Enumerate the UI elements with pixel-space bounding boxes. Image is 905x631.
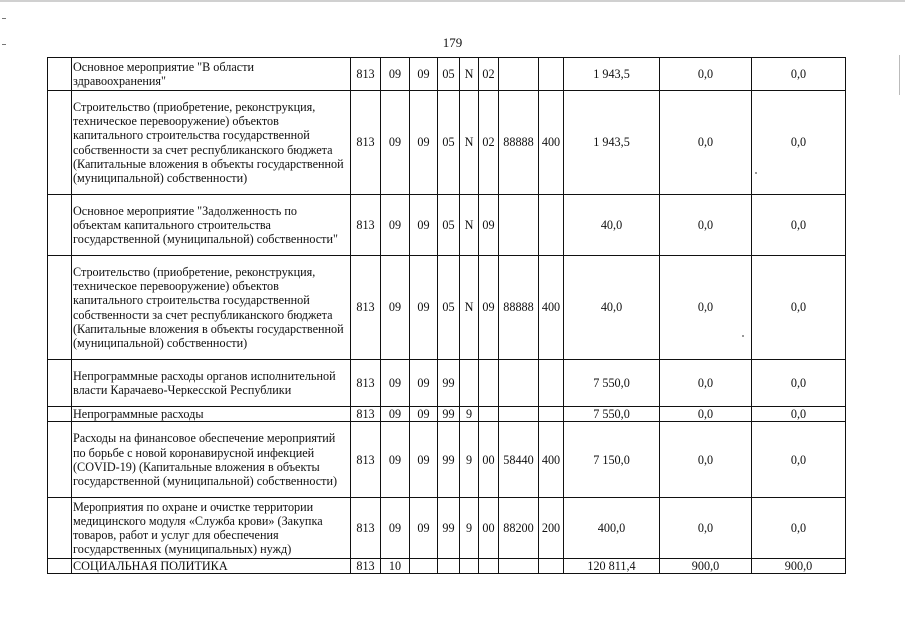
amount-2022: 0,0: [660, 91, 752, 195]
expense-type-code: [539, 58, 564, 91]
event-code: 00: [479, 422, 499, 498]
section-code: 10: [381, 559, 410, 574]
amount-2023: 0,0: [752, 498, 846, 559]
amount-2022: 0,0: [660, 360, 752, 407]
amount-2022: 0,0: [660, 58, 752, 91]
row-name: Непрограммные расходы органов исполнительной власти Карачаево-Черкесской Республики: [72, 360, 351, 407]
ministry-code: 813: [351, 256, 381, 360]
scan-edge-line: [899, 55, 900, 95]
amount-2021: 40,0: [564, 195, 660, 256]
amount-2021: 7 150,0: [564, 422, 660, 498]
row-spacer-cell: [48, 256, 72, 360]
table-row: [48, 58, 846, 91]
ministry-code: 813: [351, 58, 381, 91]
amount-2023: 0,0: [752, 91, 846, 195]
subprogram-code: 9: [460, 498, 479, 559]
amount-2022: 0,0: [660, 407, 752, 422]
table-row: [48, 422, 846, 498]
amount-2023: 900,0: [752, 559, 846, 574]
subsection-code: [410, 559, 438, 574]
row-spacer-cell: [48, 407, 72, 422]
table-row: [48, 559, 846, 574]
subprogram-code: N: [460, 58, 479, 91]
row-name: СОЦИАЛЬНАЯ ПОЛИТИКА: [72, 559, 351, 574]
scan-top-edge: [0, 0, 905, 2]
subsection-code: 09: [410, 195, 438, 256]
table-row: [48, 360, 846, 407]
row-name: Строительство (приобретение, реконструкция, техническое перевооружение) объектов капитального строительства государственной собственности за счет республиканского бюджета (Капитальные вложения в объекты государственной (муниципальной) собственности): [72, 256, 351, 360]
subprogram-code: 9: [460, 407, 479, 422]
program-code: 99: [438, 498, 460, 559]
row-spacer-cell: [48, 422, 72, 498]
ministry-code: 813: [351, 498, 381, 559]
table-row: [48, 256, 846, 360]
event-code: [479, 559, 499, 574]
section-code: 09: [381, 91, 410, 195]
row-spacer-cell: [48, 559, 72, 574]
direction-code: 88200: [499, 498, 539, 559]
amount-2023: 0,0: [752, 58, 846, 91]
section-code: 09: [381, 58, 410, 91]
direction-code: 58440: [499, 422, 539, 498]
subsection-code: 09: [410, 360, 438, 407]
subprogram-code: N: [460, 256, 479, 360]
expense-type-code: 400: [539, 91, 564, 195]
amount-2021: 40,0: [564, 256, 660, 360]
amount-2023: 0,0: [752, 195, 846, 256]
direction-code: [499, 407, 539, 422]
amount-2022: 900,0: [660, 559, 752, 574]
row-name: Основное мероприятие "В области здравоохранения": [72, 58, 351, 91]
subprogram-code: N: [460, 195, 479, 256]
row-name: Расходы на финансовое обеспечение мероприятий по борьбе с новой коронавирусной инфекцией (COVID-19) (Капитальные вложения в объекты государственной (муниципальной) собственности): [72, 422, 351, 498]
ministry-code: 813: [351, 91, 381, 195]
amount-2021: 400,0: [564, 498, 660, 559]
page-number: 179: [442, 35, 463, 50]
amount-2021: 7 550,0: [564, 360, 660, 407]
direction-code: [499, 58, 539, 91]
ministry-code: 813: [351, 407, 381, 422]
section-code: 09: [381, 195, 410, 256]
program-code: 05: [438, 91, 460, 195]
direction-code: 88888: [499, 256, 539, 360]
amount-2022: 0,0: [660, 256, 752, 360]
program-code: 99: [438, 407, 460, 422]
event-code: 00: [479, 498, 499, 559]
section-code: 09: [381, 256, 410, 360]
section-code: 09: [381, 422, 410, 498]
subsection-code: 09: [410, 58, 438, 91]
program-code: [438, 559, 460, 574]
expense-type-code: [539, 195, 564, 256]
ministry-code: 813: [351, 360, 381, 407]
row-spacer-cell: [48, 91, 72, 195]
direction-code: [499, 360, 539, 407]
program-code: 05: [438, 256, 460, 360]
subprogram-code: [460, 360, 479, 407]
expense-type-code: [539, 559, 564, 574]
section-code: 09: [381, 360, 410, 407]
ministry-code: 813: [351, 195, 381, 256]
program-code: 99: [438, 360, 460, 407]
program-code: 05: [438, 58, 460, 91]
expense-type-code: 400: [539, 256, 564, 360]
expense-type-code: 200: [539, 498, 564, 559]
margin-mark: [2, 18, 6, 19]
subsection-code: 09: [410, 407, 438, 422]
section-code: 09: [381, 407, 410, 422]
event-code: 02: [479, 58, 499, 91]
amount-2023: 0,0: [752, 360, 846, 407]
section-code: 09: [381, 498, 410, 559]
subsection-code: 09: [410, 498, 438, 559]
row-name: Строительство (приобретение, реконструкция, техническое перевооружение) объектов капитального строительства государственной собственности за счет республиканского бюджета (Капитальные вложения в объекты государственной (муниципальной) собственности): [72, 91, 351, 195]
amount-2021: 1 943,5: [564, 91, 660, 195]
event-code: 02: [479, 91, 499, 195]
row-spacer-cell: [48, 58, 72, 91]
ministry-code: 813: [351, 422, 381, 498]
program-code: 05: [438, 195, 460, 256]
amount-2021: 1 943,5: [564, 58, 660, 91]
amount-2022: 0,0: [660, 195, 752, 256]
row-spacer-cell: [48, 498, 72, 559]
direction-code: [499, 559, 539, 574]
budget-table: [47, 57, 846, 574]
row-name: Мероприятия по охране и очистке территории медицинского модуля «Служба крови» (Закупка товаров, работ и услуг для обеспечения государственных (муниципальных) нужд): [72, 498, 351, 559]
table-row: [48, 195, 846, 256]
table-row: [48, 91, 846, 195]
expense-type-code: [539, 360, 564, 407]
event-code: 09: [479, 256, 499, 360]
subsection-code: 09: [410, 256, 438, 360]
amount-2022: 0,0: [660, 498, 752, 559]
event-code: [479, 407, 499, 422]
row-name: Основное мероприятие "Задолженность по объектам капитального строительства государственной (муниципальной) собственности": [72, 195, 351, 256]
subsection-code: 09: [410, 91, 438, 195]
amount-2022: 0,0: [660, 422, 752, 498]
subsection-code: 09: [410, 422, 438, 498]
direction-code: 88888: [499, 91, 539, 195]
subprogram-code: 9: [460, 422, 479, 498]
table-row: [48, 407, 846, 422]
event-code: [479, 360, 499, 407]
amount-2023: 0,0: [752, 422, 846, 498]
row-name: Непрограммные расходы: [72, 407, 351, 422]
table-row: [48, 498, 846, 559]
expense-type-code: [539, 407, 564, 422]
row-spacer-cell: [48, 195, 72, 256]
program-code: 99: [438, 422, 460, 498]
amount-2023: 0,0: [752, 407, 846, 422]
ministry-code: 813: [351, 559, 381, 574]
subprogram-code: N: [460, 91, 479, 195]
amount-2021: 120 811,4: [564, 559, 660, 574]
row-spacer-cell: [48, 360, 72, 407]
amount-2023: 0,0: [752, 256, 846, 360]
amount-2021: 7 550,0: [564, 407, 660, 422]
expense-type-code: 400: [539, 422, 564, 498]
event-code: 09: [479, 195, 499, 256]
direction-code: [499, 195, 539, 256]
subprogram-code: [460, 559, 479, 574]
